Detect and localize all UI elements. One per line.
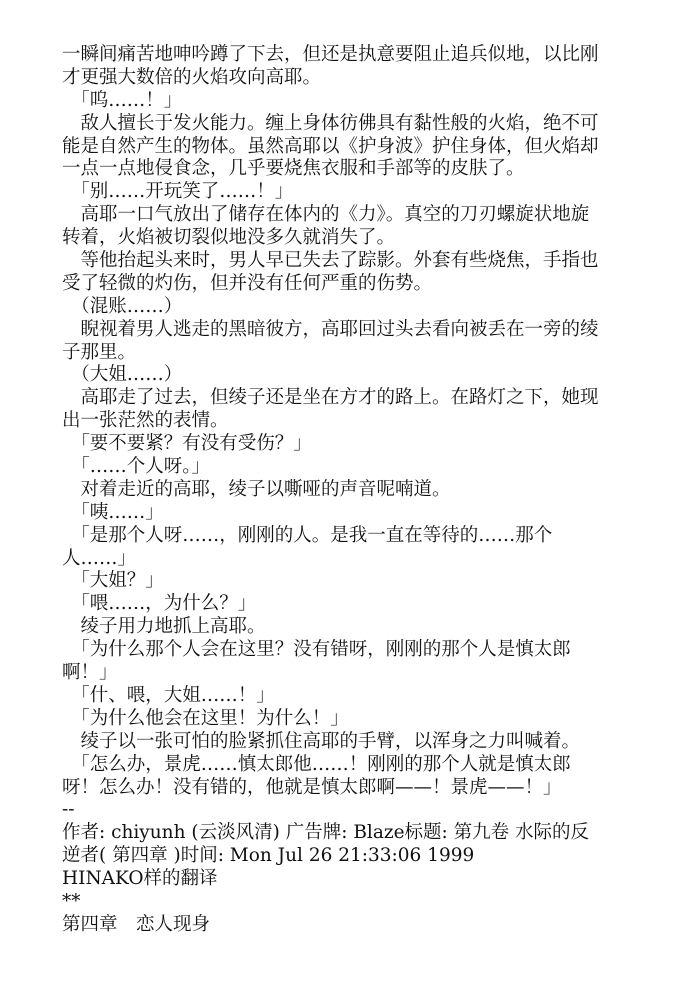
dialogue-line: 「别……开玩笑了……！」 [62, 181, 294, 203]
dialogue-line: 「为什么那个人会在这里？没有错呀，刚刚的那个人是慎太郎 [62, 639, 571, 661]
text-line: 子那里。 [62, 341, 137, 363]
post-header-author: 作者: chiyunh (云淡风清) 广告牌: Blaze标题: 第九卷 水际的反 [62, 822, 590, 844]
dialogue-line: 「咦……」 [62, 501, 164, 523]
dialogue-line: 「怎么办，景虎……慎太郎他……！刚刚的那个人就是慎太郎 [62, 753, 571, 775]
dialogue-line: 「……个人呀。」 [62, 456, 211, 478]
text-line: 绫子用力地抓上高耶。 [62, 616, 266, 638]
translator-credit: HINAKO样的翻译 [62, 868, 218, 890]
text-line: 一瞬间痛苦地呻吟蹲了下去，但还是执意要阻止追兵似地，以比刚 [62, 44, 599, 65]
post-header-time: 逆者( 第四章 )时间: Mon Jul 26 21:33:06 1999 [62, 845, 475, 867]
dialogue-line: 「呜……！」 [62, 89, 183, 111]
dialogue-line: 啊！」 [62, 662, 118, 684]
thought-line: （混账……） [62, 295, 183, 317]
dialogue-line: 人……」 [62, 547, 137, 569]
text-line: 等他抬起头来时，男人早已失去了踪影。外套有些烧焦，手指也 [62, 250, 599, 272]
text-line: 才更强大数倍的火焰攻向高耶。 [62, 66, 322, 88]
text-line: 对着走近的高耶，绫子以嘶哑的声音呢喃道。 [62, 478, 451, 500]
thought-line: （大姐……） [62, 364, 183, 386]
dialogue-line: 「大姐？」 [62, 570, 164, 592]
text-line: 敌人擅长于发火能力。缠上身体彷佛具有黏性般的火焰，绝不可 [62, 112, 599, 134]
dialogue-line: 「什、喂，大姐……！」 [62, 684, 275, 706]
text-line: 睨视着男人逃走的黑暗彼方，高耶回过头去看向被丢在一旁的绫 [62, 318, 599, 340]
text-line: 转着，火焰被切裂似地没多久就消失了。 [62, 227, 396, 249]
dialogue-line: 「喂……，为什么？」 [62, 593, 257, 615]
section-marker: ** [62, 890, 81, 912]
text-line: 能是自然产生的物体。虽然高耶以《护身波》护住身体，但火焰却 [62, 135, 599, 157]
dialogue-line: 「要不要紧？有没有受伤？」 [62, 433, 312, 455]
document-page [62, 44, 642, 937]
chapter-title: 第四章 恋人现身 [62, 913, 211, 935]
text-line: 高耶一口气放出了储存在体内的《力》。真空的刀刃螺旋状地旋 [62, 204, 590, 226]
text-line: 一点一点地侵食念，几乎要烧焦衣服和手部等的皮肤了。 [62, 158, 525, 180]
text-line: 出一张茫然的表情。 [62, 410, 229, 432]
dialogue-line: 「为什么他会在这里！为什么！」 [62, 707, 349, 729]
text-line: 受了轻微的灼伤，但并没有任何严重的伤势。 [62, 272, 433, 294]
separator: -- [62, 799, 75, 821]
text-line: 高耶走了过去，但绫子还是坐在方才的路上。在路灯之下，她现 [62, 387, 599, 409]
dialogue-line: 呀！怎么办！没有错的，他就是慎太郎啊——！景虎——！」 [62, 776, 562, 798]
text-line: 绫子以一张可怕的脸紧抓住高耶的手臂，以浑身之力叫喊着。 [62, 730, 581, 752]
dialogue-line: 「是那个人呀……，刚刚的人。是我一直在等待的……那个 [62, 524, 553, 546]
